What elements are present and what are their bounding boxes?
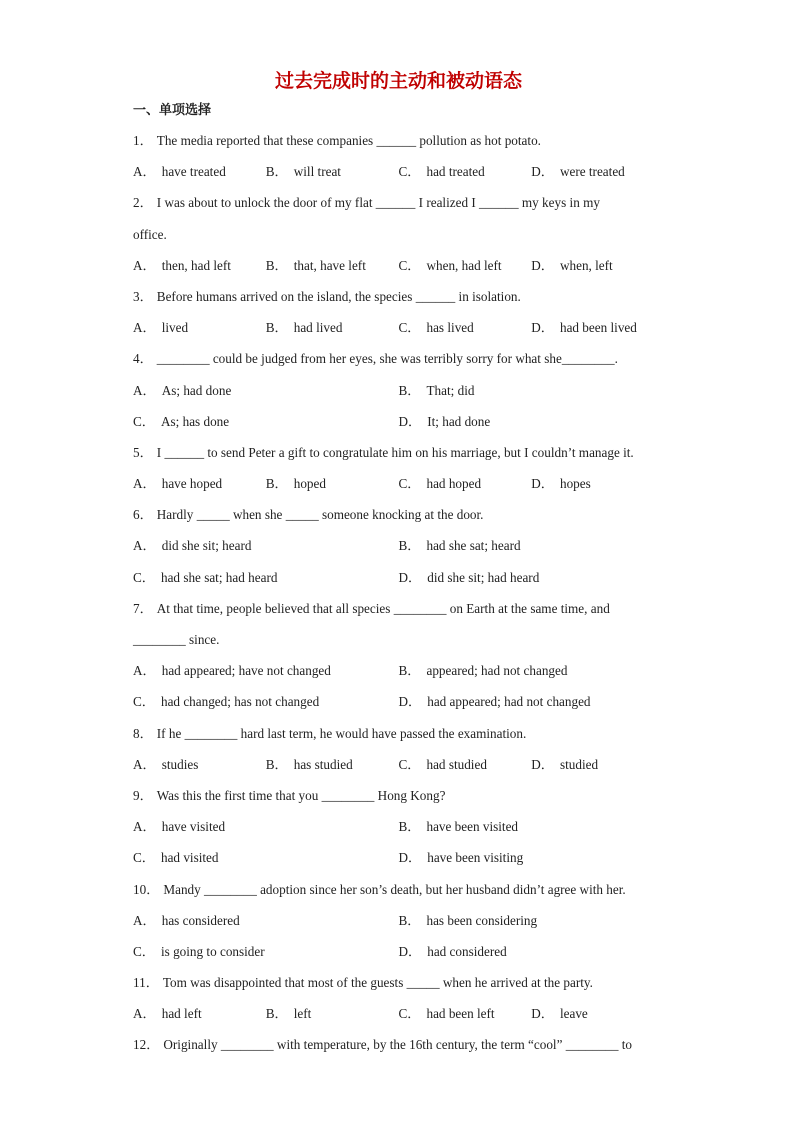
options-row	[133, 375, 664, 406]
option-letter: B．	[265, 257, 288, 273]
question-number: 9．	[133, 787, 153, 803]
option-letter: B．	[265, 320, 288, 336]
question-11	[133, 967, 664, 1029]
answer-option[interactable]	[399, 312, 532, 343]
answer-option[interactable]	[399, 686, 665, 717]
question-text: If he ________ hard last term, he would have passed the examination.	[156, 725, 527, 741]
answer-option[interactable]	[133, 655, 399, 686]
page-title: 过去完成时的主动和被动语态	[274, 70, 522, 92]
option-letter: B．	[398, 912, 421, 928]
answer-option[interactable]	[133, 156, 266, 187]
answer-option[interactable]	[399, 156, 532, 187]
option-letter: C．	[398, 257, 421, 273]
option-text: had she sat; heard	[426, 538, 521, 554]
options-row	[133, 842, 664, 873]
options-row	[133, 406, 664, 437]
question-number: 10．	[133, 881, 160, 897]
option-letter: A．	[133, 257, 156, 273]
answer-option[interactable]	[399, 655, 665, 686]
question-stem-line	[133, 125, 664, 156]
answer-option[interactable]	[133, 530, 399, 561]
option-letter: B．	[398, 382, 421, 398]
option-letter: D．	[531, 164, 554, 180]
options-row	[133, 530, 664, 561]
question-text: I was about to unlock the door of my flat ______ I realized I ______ my keys in my	[156, 195, 600, 211]
question-number: 2．	[133, 195, 153, 211]
option-letter: B．	[265, 476, 288, 492]
option-text: has been considering	[426, 912, 538, 928]
question-number: 3．	[133, 288, 153, 304]
answer-option[interactable]	[531, 998, 664, 1029]
question-text: Before humans arrived on the island, the species ______ in isolation.	[156, 288, 521, 304]
option-text: had been left	[426, 1006, 495, 1022]
option-letter: A．	[133, 663, 156, 679]
option-text: left	[293, 1006, 312, 1022]
option-letter: A．	[133, 538, 156, 554]
option-text: As; had done	[161, 382, 232, 398]
option-text: hopes	[559, 476, 591, 492]
answer-option[interactable]	[133, 998, 266, 1029]
answer-option[interactable]	[133, 686, 399, 717]
question-2	[133, 187, 664, 281]
answer-option[interactable]	[133, 905, 399, 936]
question-number: 5．	[133, 444, 153, 460]
option-text: is going to consider	[160, 943, 265, 959]
question-number: 7．	[133, 600, 153, 616]
question-text: The media reported that these companies ______ pollution as hot potato.	[156, 133, 541, 148]
option-letter: C．	[133, 569, 155, 585]
option-text: leave	[559, 1006, 588, 1022]
option-text: had treated	[426, 164, 485, 180]
option-letter: D．	[531, 476, 554, 492]
answer-option[interactable]	[266, 749, 399, 780]
option-text: As; has done	[160, 413, 230, 429]
question-number: 6．	[133, 507, 153, 523]
question-text: Originally ________ with temperature, by the 16th century, the term “cool” ________ to	[163, 1037, 633, 1053]
option-letter: D．	[398, 943, 422, 959]
answer-option[interactable]	[133, 562, 399, 593]
option-text: hoped	[293, 476, 326, 492]
answer-option[interactable]	[531, 156, 664, 187]
answer-option[interactable]	[266, 156, 399, 187]
question-text: Tom was disappointed that most of the guests _____ when he arrived at the party.	[162, 975, 593, 991]
question-stem-line	[133, 281, 664, 312]
question-8	[133, 718, 664, 780]
option-letter: A．	[133, 164, 156, 180]
option-letter: C．	[398, 1006, 421, 1022]
question-text: I ______ to send Peter a gift to congratulate him on his marriage, but I couldn’t manage it.	[156, 444, 634, 460]
option-text: were treated	[559, 164, 625, 180]
answer-option[interactable]	[133, 406, 399, 437]
option-letter: D．	[398, 569, 422, 585]
answer-option[interactable]	[399, 905, 665, 936]
answer-option[interactable]	[133, 312, 266, 343]
option-letter: D．	[531, 1006, 554, 1022]
option-text: when, had left	[426, 257, 502, 273]
answer-option[interactable]	[133, 749, 266, 780]
question-text: Was this the first time that you ________ Hong Kong?	[156, 787, 446, 803]
option-text: had been lived	[559, 320, 637, 336]
answer-option[interactable]	[531, 468, 664, 499]
option-text: then, had left	[161, 257, 231, 273]
option-text: did she sit; had heard	[427, 569, 540, 585]
answer-option[interactable]	[399, 811, 665, 842]
option-letter: C．	[398, 164, 421, 180]
question-text: Hardly _____ when she _____ someone knocking at the door.	[156, 507, 484, 523]
answer-option[interactable]	[266, 998, 399, 1029]
option-text: will treat	[293, 164, 341, 180]
answer-option[interactable]	[133, 250, 266, 281]
question-text: Mandy ________ adoption since her son’s death, but her husband didn’t agree with her.	[163, 881, 626, 897]
question-stem-line	[133, 499, 664, 530]
option-letter: C．	[133, 850, 155, 866]
option-letter: C．	[398, 476, 421, 492]
question-4	[133, 343, 664, 437]
question-text: ________ since.	[133, 632, 220, 647]
option-text: have visited	[161, 819, 226, 835]
question-number: 4．	[133, 351, 153, 367]
option-text: had considered	[427, 943, 507, 959]
option-text: has studied	[293, 756, 353, 772]
options-row	[133, 811, 664, 842]
answer-option[interactable]	[399, 998, 532, 1029]
options-row	[133, 468, 664, 499]
options-row	[133, 655, 664, 686]
option-letter: C．	[398, 320, 421, 336]
option-text: when, left	[559, 257, 613, 273]
question-number: 12．	[133, 1037, 160, 1053]
question-12	[133, 1029, 664, 1060]
options-row	[133, 905, 664, 936]
question-number: 1．	[133, 133, 153, 148]
option-text: had lived	[293, 320, 343, 336]
option-letter: B．	[398, 663, 421, 679]
option-letter: C．	[398, 756, 421, 772]
question-10	[133, 874, 664, 968]
option-letter: A．	[133, 756, 156, 772]
answer-option[interactable]	[399, 936, 665, 967]
option-text: did she sit; heard	[161, 538, 252, 554]
option-letter: A．	[133, 320, 156, 336]
option-letter: D．	[398, 694, 422, 710]
options-row	[133, 250, 664, 281]
option-text: that, have left	[293, 257, 366, 273]
option-letter: B．	[265, 756, 288, 772]
question-text: At that time, people believed that all species ________ on Earth at the same time, and	[156, 600, 610, 616]
options-row	[133, 936, 664, 967]
option-letter: D．	[398, 413, 422, 429]
option-letter: B．	[398, 538, 421, 554]
question-5	[133, 437, 664, 499]
option-letter: A．	[133, 382, 156, 398]
question-7	[133, 593, 664, 718]
option-text: It; had done	[427, 413, 491, 429]
option-text: has lived	[426, 320, 474, 336]
option-text: have been visited	[426, 819, 519, 835]
option-letter: C．	[133, 694, 155, 710]
question-stem-line	[133, 624, 664, 655]
option-letter: D．	[531, 257, 554, 273]
option-text: had changed; has not changed	[160, 694, 320, 710]
answer-option[interactable]	[531, 312, 664, 343]
option-text: had hoped	[426, 476, 482, 492]
answer-option[interactable]	[531, 749, 664, 780]
question-3	[133, 281, 664, 343]
question-number: 8．	[133, 725, 153, 741]
answer-option[interactable]	[133, 936, 399, 967]
option-text: lived	[161, 320, 189, 336]
option-text: have hoped	[161, 476, 223, 492]
question-stem-line	[133, 718, 664, 749]
question-stem-line	[133, 780, 664, 811]
question-1	[133, 125, 664, 187]
answer-option[interactable]	[399, 749, 532, 780]
options-row	[133, 562, 664, 593]
option-letter: A．	[133, 476, 156, 492]
option-letter: A．	[133, 1006, 156, 1022]
answer-option[interactable]	[399, 562, 665, 593]
option-text: had she sat; had heard	[160, 569, 278, 585]
options-row	[133, 156, 664, 187]
option-text: had appeared; have not changed	[161, 663, 331, 679]
section-heading: 一、单项选择	[133, 103, 212, 118]
question-stem-line	[133, 874, 664, 905]
answer-option[interactable]	[399, 842, 665, 873]
question-stem-line	[133, 1029, 664, 1060]
question-stem-line	[133, 967, 664, 998]
options-row	[133, 686, 664, 717]
option-letter: D．	[531, 756, 554, 772]
question-number: 11．	[133, 975, 159, 991]
answer-option[interactable]	[266, 468, 399, 499]
option-text: have been visiting	[427, 850, 524, 866]
answer-option[interactable]	[399, 375, 665, 406]
option-text: had appeared; had not changed	[427, 694, 591, 710]
option-letter: B．	[265, 1006, 288, 1022]
options-row	[133, 749, 664, 780]
option-letter: B．	[265, 164, 288, 180]
option-text: has considered	[161, 912, 240, 928]
option-text: had visited	[160, 850, 219, 866]
option-letter: C．	[133, 943, 155, 959]
question-stem-line	[133, 343, 664, 374]
option-text: had studied	[426, 756, 487, 772]
option-letter: D．	[398, 850, 422, 866]
answer-option[interactable]	[133, 842, 399, 873]
question-text: ________ could be judged from her eyes, she was terribly sorry for what she________.	[156, 351, 618, 367]
question-stem-line	[133, 593, 664, 624]
option-letter: A．	[133, 912, 156, 928]
option-text: studies	[161, 756, 199, 772]
answer-option[interactable]	[133, 375, 399, 406]
option-letter: A．	[133, 819, 156, 835]
question-9	[133, 780, 664, 874]
options-row	[133, 312, 664, 343]
option-letter: D．	[531, 320, 554, 336]
question-text: office.	[133, 226, 167, 242]
question-stem-line	[133, 219, 664, 250]
options-row	[133, 998, 664, 1029]
option-text: appeared; had not changed	[426, 663, 568, 679]
answer-option[interactable]	[399, 530, 665, 561]
answer-option[interactable]	[399, 468, 532, 499]
question-6	[133, 499, 664, 593]
question-list	[133, 125, 664, 1061]
option-text: had left	[161, 1006, 202, 1022]
answer-option[interactable]	[133, 468, 266, 499]
option-text: That; did	[426, 382, 475, 398]
option-letter: B．	[398, 819, 421, 835]
answer-option[interactable]	[266, 312, 399, 343]
question-stem-line	[133, 437, 664, 468]
option-letter: C．	[133, 413, 155, 429]
option-text: have treated	[161, 164, 226, 180]
answer-option[interactable]	[399, 406, 665, 437]
answer-option[interactable]	[399, 250, 532, 281]
option-text: studied	[559, 756, 599, 772]
answer-option[interactable]	[266, 250, 399, 281]
answer-option[interactable]	[133, 811, 399, 842]
answer-option[interactable]	[531, 250, 664, 281]
question-stem-line	[133, 187, 664, 218]
